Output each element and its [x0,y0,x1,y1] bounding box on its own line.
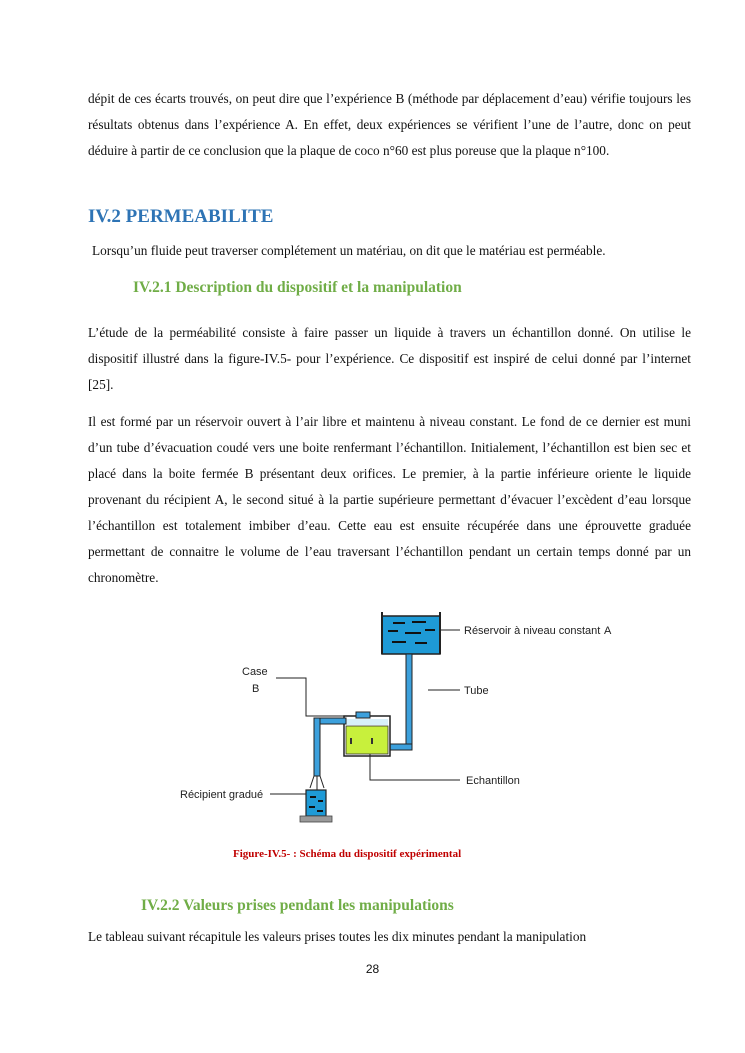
paragraph-definition: Lorsqu’un fluide peut traverser complétement un matériau, on dit que le matériau est perméable. [92,243,606,258]
reservoir [382,612,440,654]
paragraph-description: Il est formé par un réservoir ouvert à l’air libre et maintenu à niveau constant. Le fond de ce dernier est muni d’un tube d’évacuation coudé vers une boite renfermant l’échantillon. Initialement, l’échantillon est bien sec et placé dans la boite fermée B présentant deux orifices. Le premier, à la partie inférieure oriente le liquide provenant du récipient A, le second situé à la partie supérieure permettant d’évacuer l’excèdent d’eau lorsque l’échantillon est totalement imbiber d’eau. Cette eau est ensuite récupérée dans une éprouvette graduée permettant de connaitre le volume de l’eau traversant l’échantillon pendant un certain temps donné par un chronomètre. [88,414,691,585]
subsection-heading-values: IV.2.2 Valeurs prises pendant les manipulations [141,897,454,914]
label-tube: Tube [464,685,489,697]
label-recipient: Récipient gradué [180,789,264,801]
label-reservoir: Réservoir à niveau constant [464,625,601,637]
outlet-pipe [314,718,346,776]
label-case-letter: B [252,683,260,695]
experimental-setup-diagram [160,608,630,836]
graduated-recipient [300,776,332,822]
subsection-heading-description: IV.2.1 Description du dispositif et la manipulation [133,279,462,296]
tube [388,654,412,750]
case-box [344,712,390,756]
paragraph-intro: dépit de ces écarts trouvés, on peut dire que l’expérience B (méthode par déplacement d’eau) vérifie toujours les résultats obtenus dans l’expérience A. En effet, deux expériences se vérifient l’une de l’autre, donc on peut déduire à partir de ce conclusion que la plaque de coco n°60 est plus poreuse que la plaque n°100. [88,91,691,158]
paragraph-study: L’étude de la perméabilité consiste à faire passer un liquide à travers un échantillon donné. On utilise le dispositif illustré dans la figure-IV.5- pour l’expérience. Ce dispositif est inspiré de celui donné par l’internet [25]. [88,325,691,392]
label-echantillon: Echantillon [466,775,520,787]
paragraph-table-intro: Le tableau suivant récapitule les valeurs prises toutes les dix minutes pendant la manipulation [88,929,587,944]
label-case: Case [242,666,268,678]
figure-caption: Figure-IV.5- : Schéma du dispositif expérimental [233,848,462,860]
page-number: 28 [365,962,380,976]
label-reservoir-letter: A [604,625,612,637]
section-heading: IV.2 PERMEABILITE [88,206,274,227]
